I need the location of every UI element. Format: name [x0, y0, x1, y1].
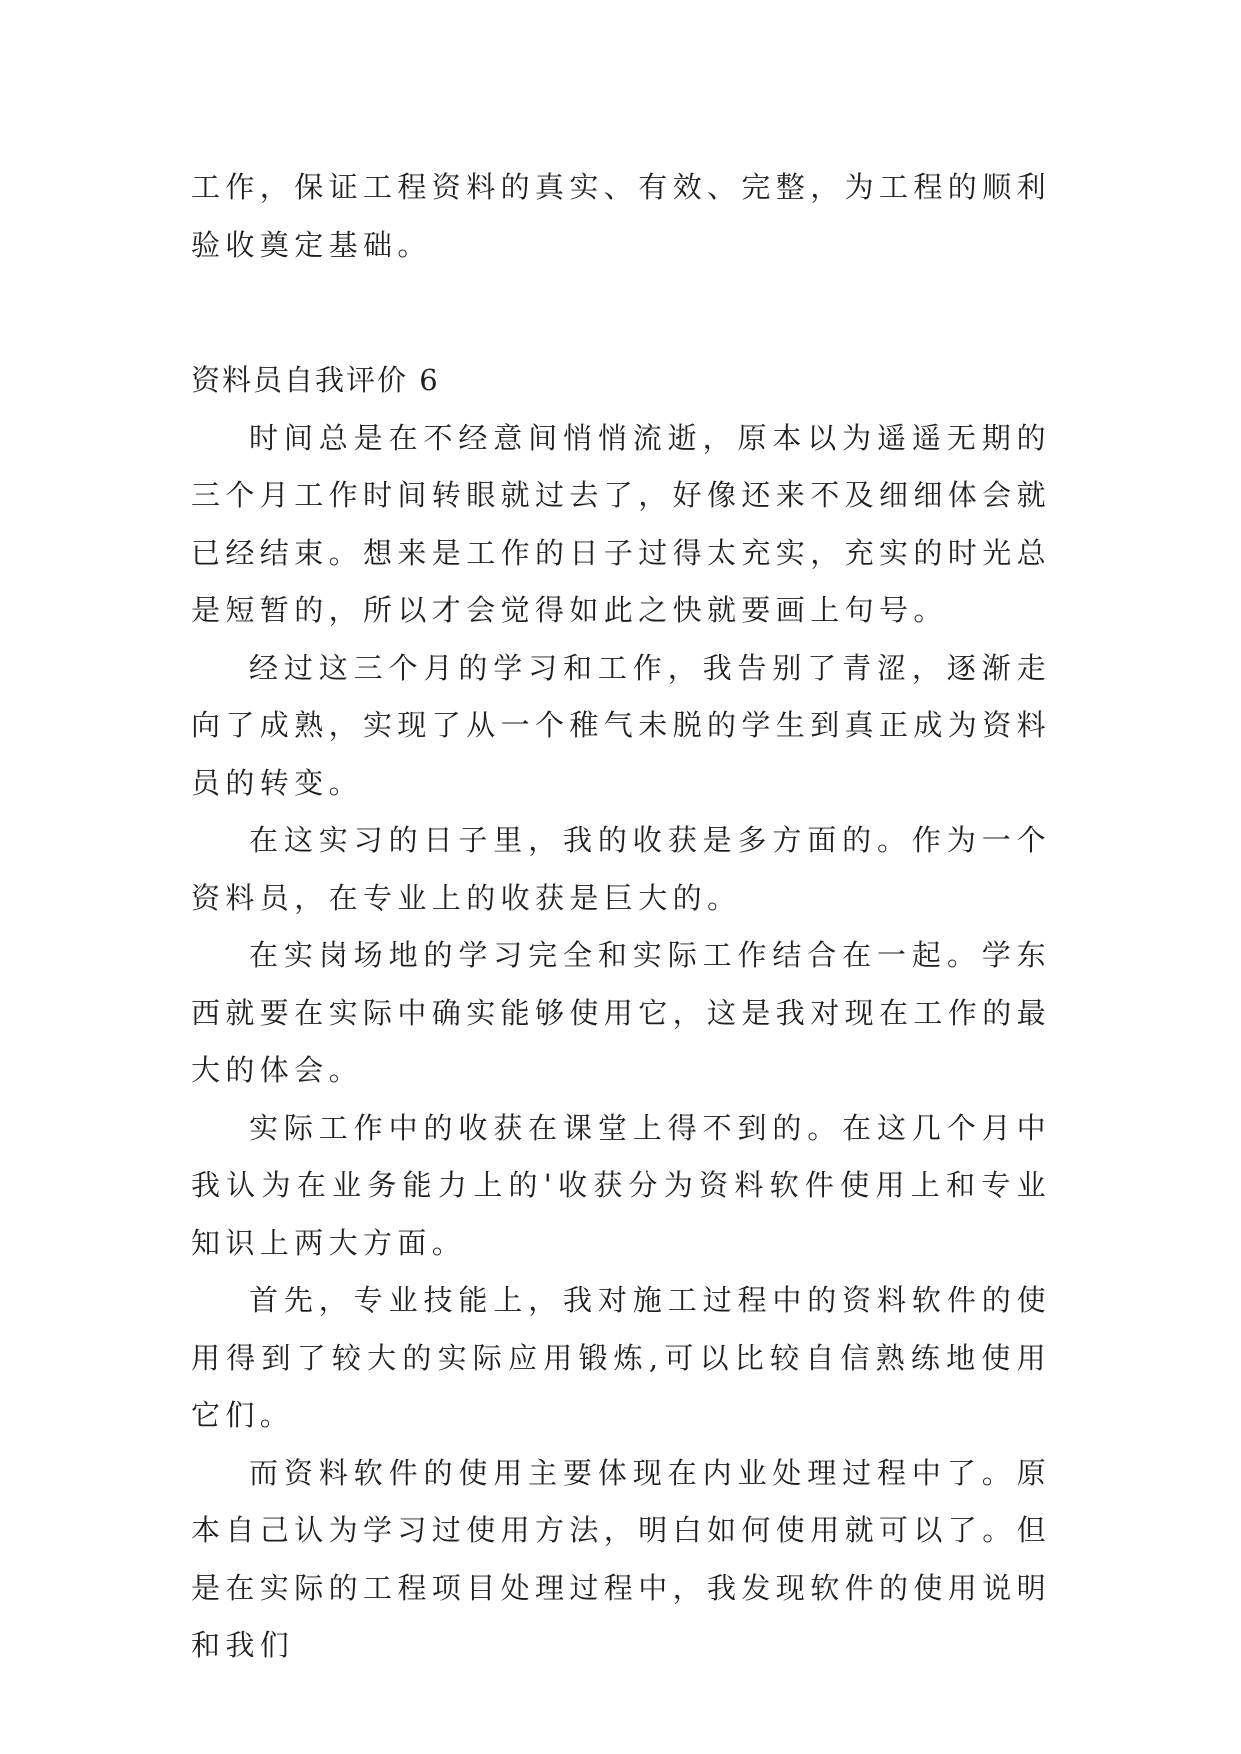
body-paragraph-6: 首先，专业技能上，我对施工过程中的资料软件的使用得到了较大的实际应用锻炼,可以比较自信熟练地使用它们。 [191, 1283, 1051, 1432]
body-paragraph-1: 时间总是在不经意间悄悄流逝，原本以为遥遥无期的三个月工作时间转眼就过去了，好像还来不及细细体会就已经结束。想来是工作的日子过得太充实，充实的时光总是短暂的，所以才会觉得如此之快就要画上句号。 [191, 420, 1052, 627]
body-paragraph-7: 而资料软件的使用主要体现在内业处理过程中了。原本自己认为学习过使用方法，明白如何使用就可以了。但是在实际的工程项目处理过程中，我发现软件的使用说明和我们 [191, 1455, 1052, 1662]
body-paragraph-4: 在实岗场地的学习完全和实际工作结合在一起。学东西就要在实际中确实能够使用它，这是我对现在工作的最大的体会。 [191, 938, 1052, 1087]
section-heading: 资料员自我评价 6 [191, 363, 440, 397]
body-paragraph-2: 经过这三个月的学习和工作，我告别了青涩，逐渐走向了成熟，实现了从一个稚气未脱的学生到真正成为资料员的转变。 [191, 650, 1052, 800]
body-paragraph-3: 在这实习的日子里，我的收获是多方面的。作为一个资料员，在专业上的收获是巨大的。 [191, 823, 1051, 915]
document-body [191, 159, 1051, 1675]
continuation-paragraph: 工作，保证工程资料的真实、有效、完整，为工程的顺利验收奠定基础。 [191, 170, 1052, 262]
body-paragraph-5: 实际工作中的收获在课堂上得不到的。在这几个月中我认为在业务能力上的'收获分为资料软件使用上和专业知识上两大方面。 [191, 1110, 1051, 1260]
